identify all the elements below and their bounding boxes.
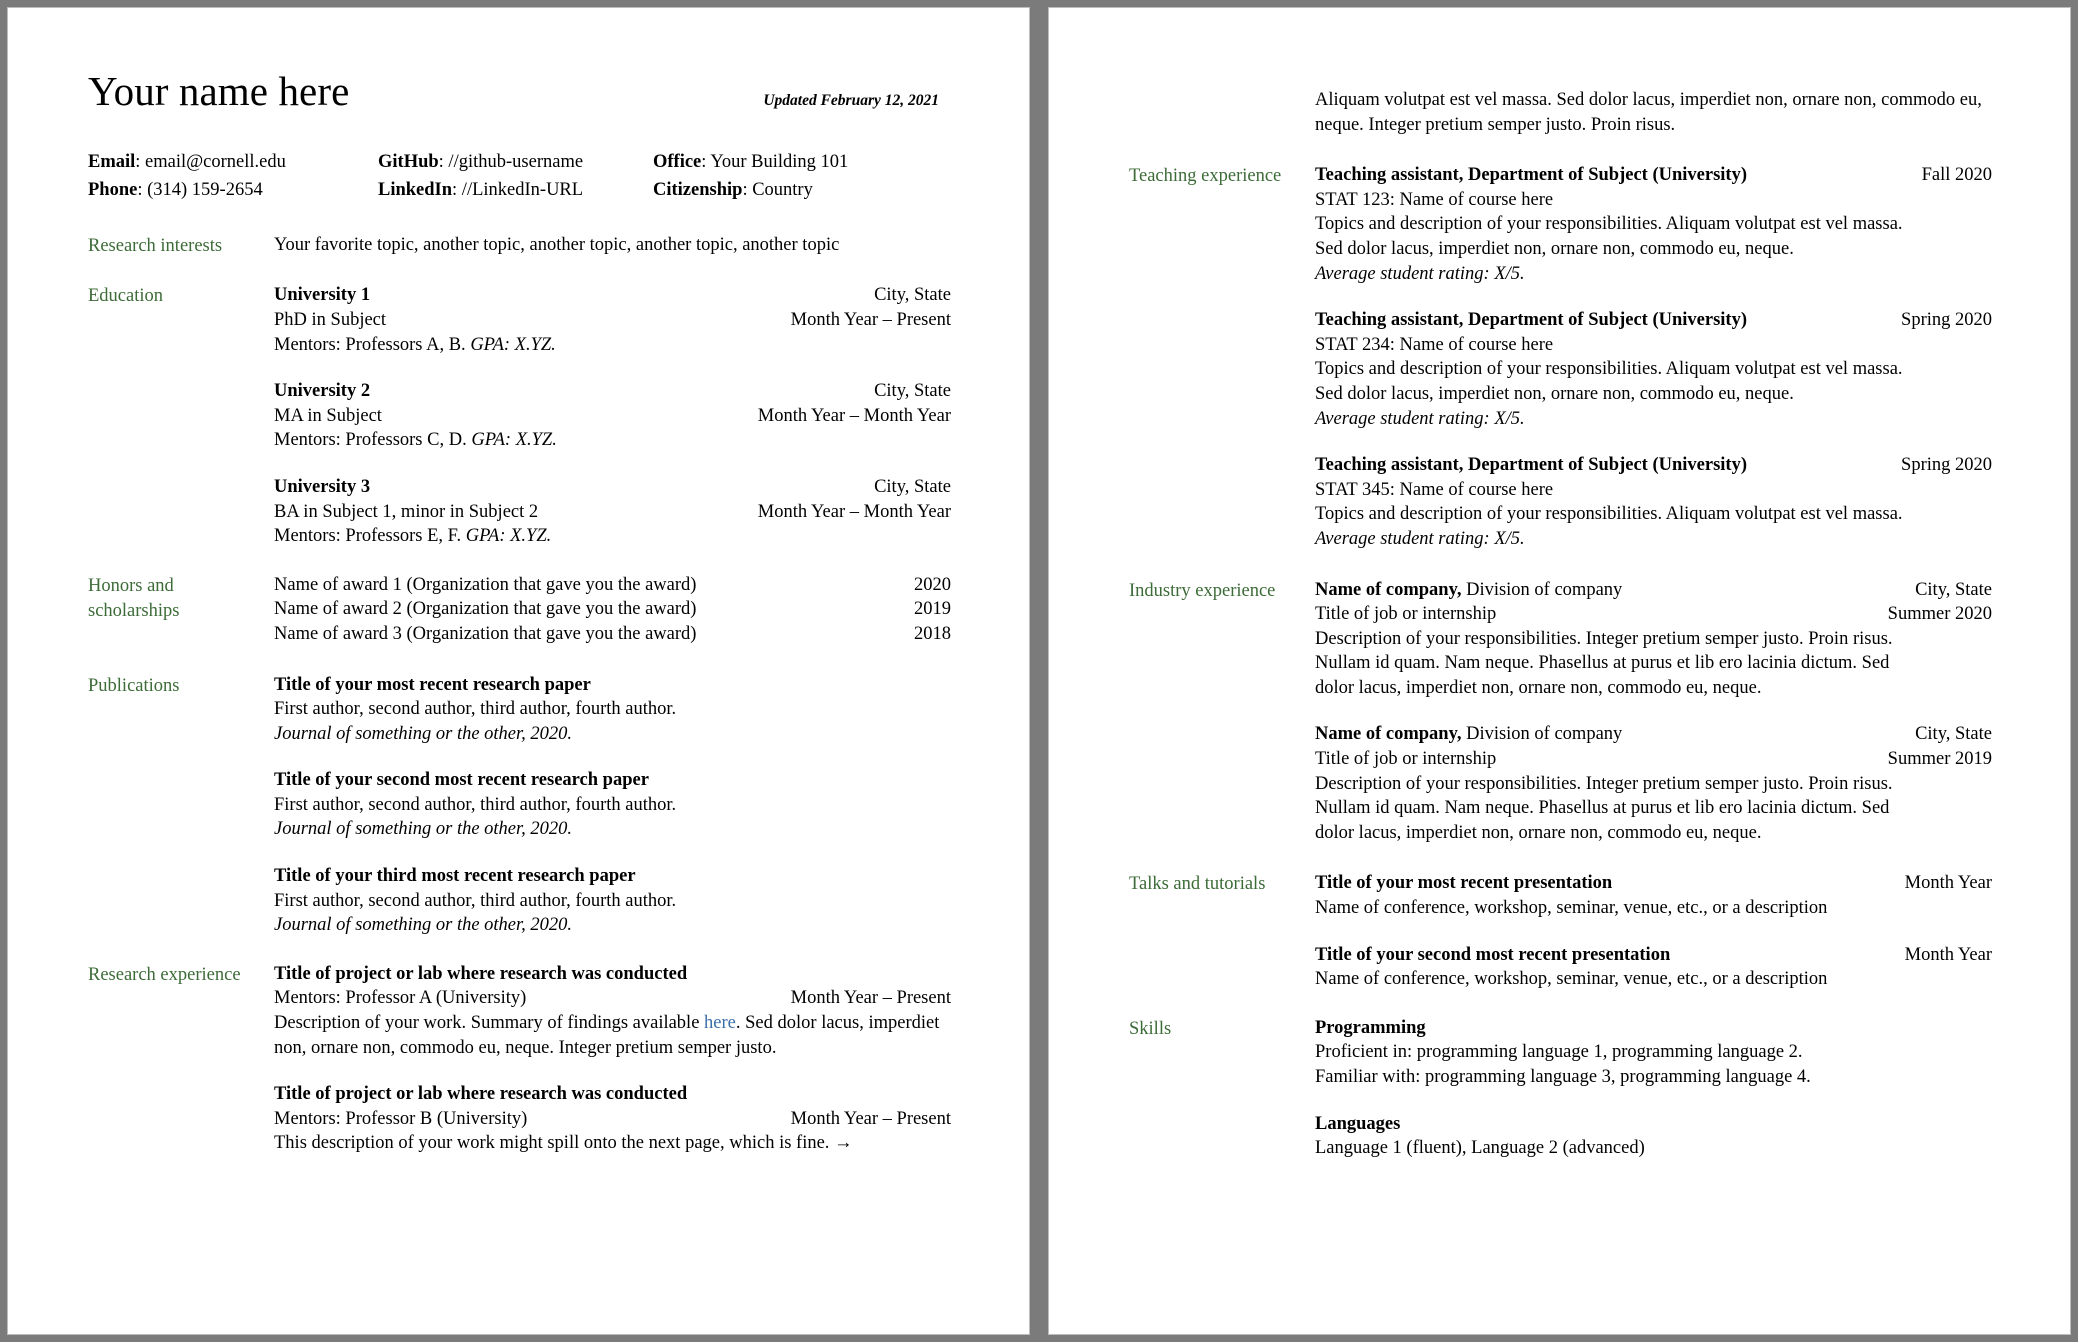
industry-dates: Summer 2019 xyxy=(1887,749,1992,770)
updated-date: Updated February 12, 2021 xyxy=(763,92,939,109)
education-entry xyxy=(274,379,951,453)
section-education xyxy=(88,283,951,548)
talk-date: Month Year xyxy=(1904,944,1992,965)
industry-desc-3: dolor lacus, imperdiet non, ornare non, commodo eu, neque. xyxy=(1315,677,1762,698)
publication-entry xyxy=(274,864,951,938)
teaching-desc-1: Topics and description of your responsibilities. Aliquam volutpat est vel massa. xyxy=(1315,504,1903,525)
talk-date: Month Year xyxy=(1904,873,1992,894)
teaching-course: STAT 345: Name of course here xyxy=(1315,479,1554,500)
education-institution: University 1 xyxy=(274,285,371,306)
publication-title: Title of your second most recent research paper xyxy=(274,770,649,791)
skills-languages-list: Language 1 (fluent), Language 2 (advanced) xyxy=(1315,1138,1645,1159)
page-title: Your name here xyxy=(88,68,350,114)
research-description-spill: This description of your work might spill onto the next page, which is fine. → xyxy=(274,1133,853,1154)
section-skills xyxy=(1129,1016,1992,1161)
honor-row xyxy=(274,597,951,622)
publication-authors: First author, second author, third author, fourth author. xyxy=(274,699,677,720)
industry-entry xyxy=(1315,722,1992,845)
industry-entry xyxy=(1315,578,1992,701)
teaching-rating: Average student rating: X/5. xyxy=(1315,263,1525,284)
industry-location: City, State xyxy=(1915,579,1992,600)
skills-programming-familiar: Familiar with: programming language 3, programming language 4. xyxy=(1315,1067,1811,1087)
findings-link[interactable]: here xyxy=(704,1013,736,1034)
teaching-title: Teaching assistant, Department of Subject (University) xyxy=(1315,165,1747,186)
industry-dates: Summer 2020 xyxy=(1887,604,1992,625)
contact-phone xyxy=(88,179,378,201)
contact-citizenship-label: Citizenship xyxy=(653,180,743,201)
education-mentors: Mentors: Professors E, F. xyxy=(274,526,466,547)
industry-desc-2: Nullam id quam. Nam neque. Phasellus at purus et lib ero lacinia dictum. Sed xyxy=(1315,798,1890,819)
section-publications xyxy=(88,673,951,938)
talk-title: Title of your second most recent presentation xyxy=(1315,944,1671,965)
contact-email-label: Email xyxy=(88,152,136,173)
section-label-industry-experience: Industry experience xyxy=(1129,580,1276,601)
industry-company: Name of company, xyxy=(1315,579,1462,600)
honor-name: Name of award 3 (Organization that gave you the award) xyxy=(274,623,697,644)
teaching-entry xyxy=(1315,308,1992,431)
spill-paragraph: Aliquam volutpat est vel massa. Sed dolor lacus, imperdiet non, ornare non, commodo eu, neque. Integer pretium semper justo. Proin risus. xyxy=(1315,90,1982,135)
talk-title: Title of your most recent presentation xyxy=(1315,873,1613,894)
talk-entry xyxy=(1315,943,1992,992)
education-institution: University 2 xyxy=(274,381,371,402)
education-dates: Month Year – Month Year xyxy=(757,501,951,522)
honor-year: 2019 xyxy=(914,599,951,620)
contact-email xyxy=(88,151,378,173)
education-gpa: GPA: X.YZ. xyxy=(470,334,556,355)
publication-authors: First author, second author, third author, fourth author. xyxy=(274,890,677,911)
contact-office xyxy=(653,151,951,173)
teaching-term: Spring 2020 xyxy=(1901,310,1992,331)
section-label-research-experience: Research experience xyxy=(88,964,241,985)
research-experience-entry xyxy=(274,1082,951,1156)
contact-citizenship xyxy=(653,179,951,201)
section-industry-experience xyxy=(1129,578,1992,846)
contact-linkedin-label: LinkedIn xyxy=(378,180,453,201)
teaching-term: Fall 2020 xyxy=(1921,165,1992,186)
section-label-publications: Publications xyxy=(88,675,180,696)
contact-linkedin-value: : //LinkedIn-URL xyxy=(452,180,584,201)
research-dates: Month Year – Present xyxy=(790,988,951,1009)
publication-title: Title of your most recent research paper xyxy=(274,674,591,695)
section-label-honors-line1: Honors and xyxy=(88,575,174,596)
industry-desc-2: Nullam id quam. Nam neque. Phasellus at purus et lib ero lacinia dictum. Sed xyxy=(1315,653,1890,674)
teaching-course: STAT 234: Name of course here xyxy=(1315,334,1554,355)
education-gpa: GPA: X.YZ. xyxy=(465,526,552,547)
contact-block xyxy=(88,151,951,201)
publication-venue: Journal of something or the other, 2020. xyxy=(274,915,573,936)
contact-linkedin xyxy=(378,179,653,201)
research-mentors: Mentors: Professor B (University) xyxy=(274,1108,528,1129)
section-label-research-interests: Research interests xyxy=(88,236,223,257)
honor-name: Name of award 1 (Organization that gave you the award) xyxy=(274,574,697,595)
contact-office-label: Office xyxy=(653,152,702,173)
education-degree: PhD in Subject xyxy=(274,309,387,330)
research-project-title: Title of project or lab where research was conducted xyxy=(274,963,688,984)
honor-row xyxy=(274,573,951,598)
section-label-education: Education xyxy=(88,286,164,307)
research-experience-entry xyxy=(274,962,951,1060)
teaching-rating: Average student rating: X/5. xyxy=(1315,408,1525,429)
section-label-skills: Skills xyxy=(1129,1018,1172,1039)
education-mentors: Mentors: Professors C, D. xyxy=(274,430,472,451)
teaching-course: STAT 123: Name of course here xyxy=(1315,189,1554,210)
publication-venue: Journal of something or the other, 2020. xyxy=(274,819,573,840)
section-research-interests xyxy=(88,233,951,259)
publication-authors: First author, second author, third author, fourth author. xyxy=(274,794,677,815)
honor-year: 2018 xyxy=(914,623,951,644)
education-entry xyxy=(274,283,951,357)
skills-programming-proficient: Proficient in: programming language 1, programming language 2. xyxy=(1315,1042,1803,1063)
contact-email-value: : email@cornell.edu xyxy=(135,152,286,173)
research-project-title: Title of project or lab where research was conducted xyxy=(274,1084,688,1105)
section-talks xyxy=(1129,871,1992,991)
talk-venue: Name of conference, workshop, seminar, venue, etc., or a description xyxy=(1315,969,1828,990)
contact-github-label: GitHub xyxy=(378,152,439,173)
honor-name: Name of award 2 (Organization that gave you the award) xyxy=(274,599,697,620)
industry-division: Division of company xyxy=(1461,724,1623,745)
section-research-experience xyxy=(88,962,951,1156)
teaching-entry xyxy=(1315,163,1992,286)
education-location: City, State xyxy=(874,476,951,497)
talk-venue: Name of conference, workshop, seminar, venue, etc., or a description xyxy=(1315,898,1828,919)
contact-github-value: : //github-username xyxy=(438,152,584,173)
publication-title: Title of your third most recent research paper xyxy=(274,866,636,887)
publication-entry xyxy=(274,673,951,747)
contact-github xyxy=(378,151,653,173)
research-mentors: Mentors: Professor A (University) xyxy=(274,988,527,1009)
section-honors xyxy=(88,573,951,647)
section-teaching-experience xyxy=(1129,163,1992,551)
contact-office-value: : Your Building 101 xyxy=(701,152,849,173)
education-location: City, State xyxy=(874,381,951,402)
education-mentors: Mentors: Professors A, B. xyxy=(274,334,471,355)
teaching-desc-1: Topics and description of your responsibilities. Aliquam volutpat est vel massa. xyxy=(1315,214,1903,235)
honor-year: 2020 xyxy=(914,574,951,595)
section-label-talks: Talks and tutorials xyxy=(1129,874,1266,895)
cv-page-2 xyxy=(1049,8,2070,1334)
research-description xyxy=(274,1011,951,1060)
education-degree: MA in Subject xyxy=(274,405,382,426)
education-degree: BA in Subject 1, minor in Subject 2 xyxy=(274,501,539,522)
skills-languages-heading: Languages xyxy=(1315,1113,1401,1134)
teaching-rating: Average student rating: X/5. xyxy=(1315,528,1525,549)
cv-header xyxy=(88,70,951,113)
education-entry xyxy=(274,475,951,549)
cv-page-1 xyxy=(8,8,1029,1334)
research-dates: Month Year – Present xyxy=(790,1108,951,1129)
industry-division: Division of company xyxy=(1461,579,1623,600)
research-interests-text: Your favorite topic, another topic, another topic, another topic, another topic xyxy=(274,235,840,256)
section-label-teaching-experience: Teaching experience xyxy=(1129,166,1282,187)
teaching-desc-2: Sed dolor lacus, imperdiet non, ornare non, commodo eu, neque. xyxy=(1315,383,1794,404)
education-gpa: GPA: X.YZ. xyxy=(471,430,557,451)
education-location: City, State xyxy=(874,285,951,306)
teaching-desc-1: Topics and description of your responsibilities. Aliquam volutpat est vel massa. xyxy=(1315,359,1903,380)
skills-languages xyxy=(1315,1112,1992,1161)
teaching-term: Spring 2020 xyxy=(1901,455,1992,476)
skills-programming xyxy=(1315,1016,1992,1090)
teaching-title: Teaching assistant, Department of Subject (University) xyxy=(1315,310,1747,331)
contact-phone-label: Phone xyxy=(88,180,138,201)
industry-desc-1: Description of your responsibilities. Integer pretium semper justo. Proin risus. xyxy=(1315,773,1893,794)
research-description-pre: Description of your work. Summary of findings available xyxy=(274,1013,705,1034)
industry-desc-1: Description of your responsibilities. Integer pretium semper justo. Proin risus. xyxy=(1315,628,1893,649)
industry-desc-3: dolor lacus, imperdiet non, ornare non, commodo eu, neque. xyxy=(1315,822,1762,843)
skills-programming-heading: Programming xyxy=(1315,1017,1426,1038)
education-institution: University 3 xyxy=(274,476,371,497)
industry-company: Name of company, xyxy=(1315,724,1462,745)
teaching-desc-2: Sed dolor lacus, imperdiet non, ornare non, commodo eu, neque. xyxy=(1315,238,1794,259)
publication-venue: Journal of something or the other, 2020. xyxy=(274,723,573,744)
talk-entry xyxy=(1315,871,1992,920)
honor-row xyxy=(274,622,951,647)
education-dates: Month Year – Month Year xyxy=(757,405,951,426)
section-label-honors-line2: scholarships xyxy=(88,600,180,621)
contact-citizenship-value: : Country xyxy=(742,180,813,201)
section-label-honors xyxy=(88,573,274,624)
education-dates: Month Year – Present xyxy=(790,309,951,330)
research-description-post: . Sed dolor lacus, imperdiet non, ornare non, commodo eu, neque. Integer pretium semper justo. xyxy=(274,1013,940,1058)
industry-job-title: Title of job or internship xyxy=(1315,749,1497,770)
teaching-title: Teaching assistant, Department of Subject (University) xyxy=(1315,455,1747,476)
publication-entry xyxy=(274,768,951,842)
industry-job-title: Title of job or internship xyxy=(1315,604,1497,625)
teaching-entry xyxy=(1315,453,1992,551)
industry-location: City, State xyxy=(1915,724,1992,745)
contact-phone-value: : (314) 159-2654 xyxy=(137,180,263,201)
